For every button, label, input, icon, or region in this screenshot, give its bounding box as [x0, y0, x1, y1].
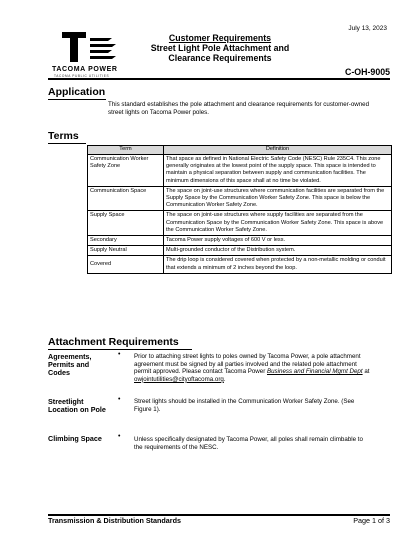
table-row [88, 256, 392, 273]
agreements-label: Agreements, Permits and Codes [48, 352, 92, 378]
bullet-icon: • [118, 433, 121, 440]
table-row [88, 186, 392, 211]
streetlight-location-text: Street lights should be installed in the Communication Worker Safety Zone. (See Figure 1). [134, 398, 355, 413]
application-text: This standard establishes the pole attachment and clearance requirements for customer-owned street lights on Tacoma Power poles. [108, 101, 370, 116]
definition-cell: That space as defined in National Electric Safety Code (NESC) Rule 235C4. This zone generally originates at the lowest point of the supply space. This space is intended to maintain a physical separation between supply and communication facilities. The minimum dimensions of this space shall at no time be violated. [164, 155, 392, 187]
application-heading: Application [48, 86, 106, 98]
definition-cell: The space on joint-use structures where supply facilities are separated from the Communication Space by the Communication Worker Safety Zone. This space is above the Communication Worker Safety Zone. [164, 211, 392, 236]
agreements-text: Prior to attaching street lights to poles owned by Tacoma Power, a pole attachment agreement must be signed by all parties involved and the related pole attachment permit approved. Please contact Tacoma Power Business and Financial Mgmt Dept at owjointutilities@cityoftacoma.org. [134, 353, 370, 383]
title-line-2: Street Light Pole Attachment and [150, 43, 290, 53]
attachment-heading: Attachment Requirements [48, 336, 179, 348]
table-row [88, 246, 392, 256]
terms-underline [48, 143, 86, 144]
term-cell: Communication Space [88, 186, 164, 211]
brand-name: TACOMA POWER [52, 66, 118, 73]
title-line-1: Customer Requirements [168, 33, 272, 43]
definition-cell: Tacoma Power supply voltages of 600 V or less. [164, 236, 392, 246]
climbing-space-text: Unless specifically designated by Tacoma Power, all poles shall remain climbable to the requirements of the NESC. [134, 436, 363, 451]
term-cell: Covered [88, 256, 164, 273]
term-cell: Secondary [88, 236, 164, 246]
document-number: C-OH-9005 [345, 67, 390, 77]
title-line-3: Clearance Requirements [168, 53, 272, 63]
definition-cell: Multi-grounded conductor of the Distribution system. [164, 246, 392, 256]
document-title [130, 33, 310, 63]
term-column-header: Term [88, 146, 164, 155]
bullet-icon: • [118, 396, 121, 403]
document-date: July 13, 2023 [348, 25, 387, 32]
definition-column-header: Definition [164, 146, 392, 155]
attachment-underline [48, 349, 192, 350]
climbing-space-label: Climbing Space [48, 434, 102, 443]
term-cell: Supply Space [88, 211, 164, 236]
business-dept-link[interactable]: Business and Financial Mgmt Dept [266, 368, 363, 376]
terms-heading: Terms [48, 130, 79, 142]
term-cell: Communication Worker Safety Zone [88, 155, 164, 187]
terms-header-row [88, 146, 392, 155]
table-row [88, 236, 392, 246]
page-number: Page 1 of 3 [353, 516, 390, 525]
definition-cell: The space on joint-use structures where communication facilities are separated from the Supply Space by the Communication Worker Safety Zone. This space is below the Communication Worker Safety Zone. [164, 186, 392, 211]
application-underline [48, 99, 106, 100]
email-link[interactable]: owjointutilities@cityoftacoma.org [134, 375, 224, 383]
header-divider [48, 78, 390, 80]
term-cell: Supply Neutral [88, 246, 164, 256]
streetlight-location-label: Streetlight Location on Pole [48, 397, 106, 415]
terms-table [87, 145, 392, 274]
table-row [88, 211, 392, 236]
brand-tagline: TACOMA PUBLIC UTILITIES [54, 74, 110, 78]
bullet-icon: • [118, 351, 121, 358]
definition-cell: The drip loop is considered covered when protected by a non-metallic molding or conduit that extends a minimum of 2 inches beyond the loop. [164, 256, 392, 273]
footer-left: Transmission & Distribution Standards [48, 516, 181, 525]
table-row [88, 155, 392, 187]
